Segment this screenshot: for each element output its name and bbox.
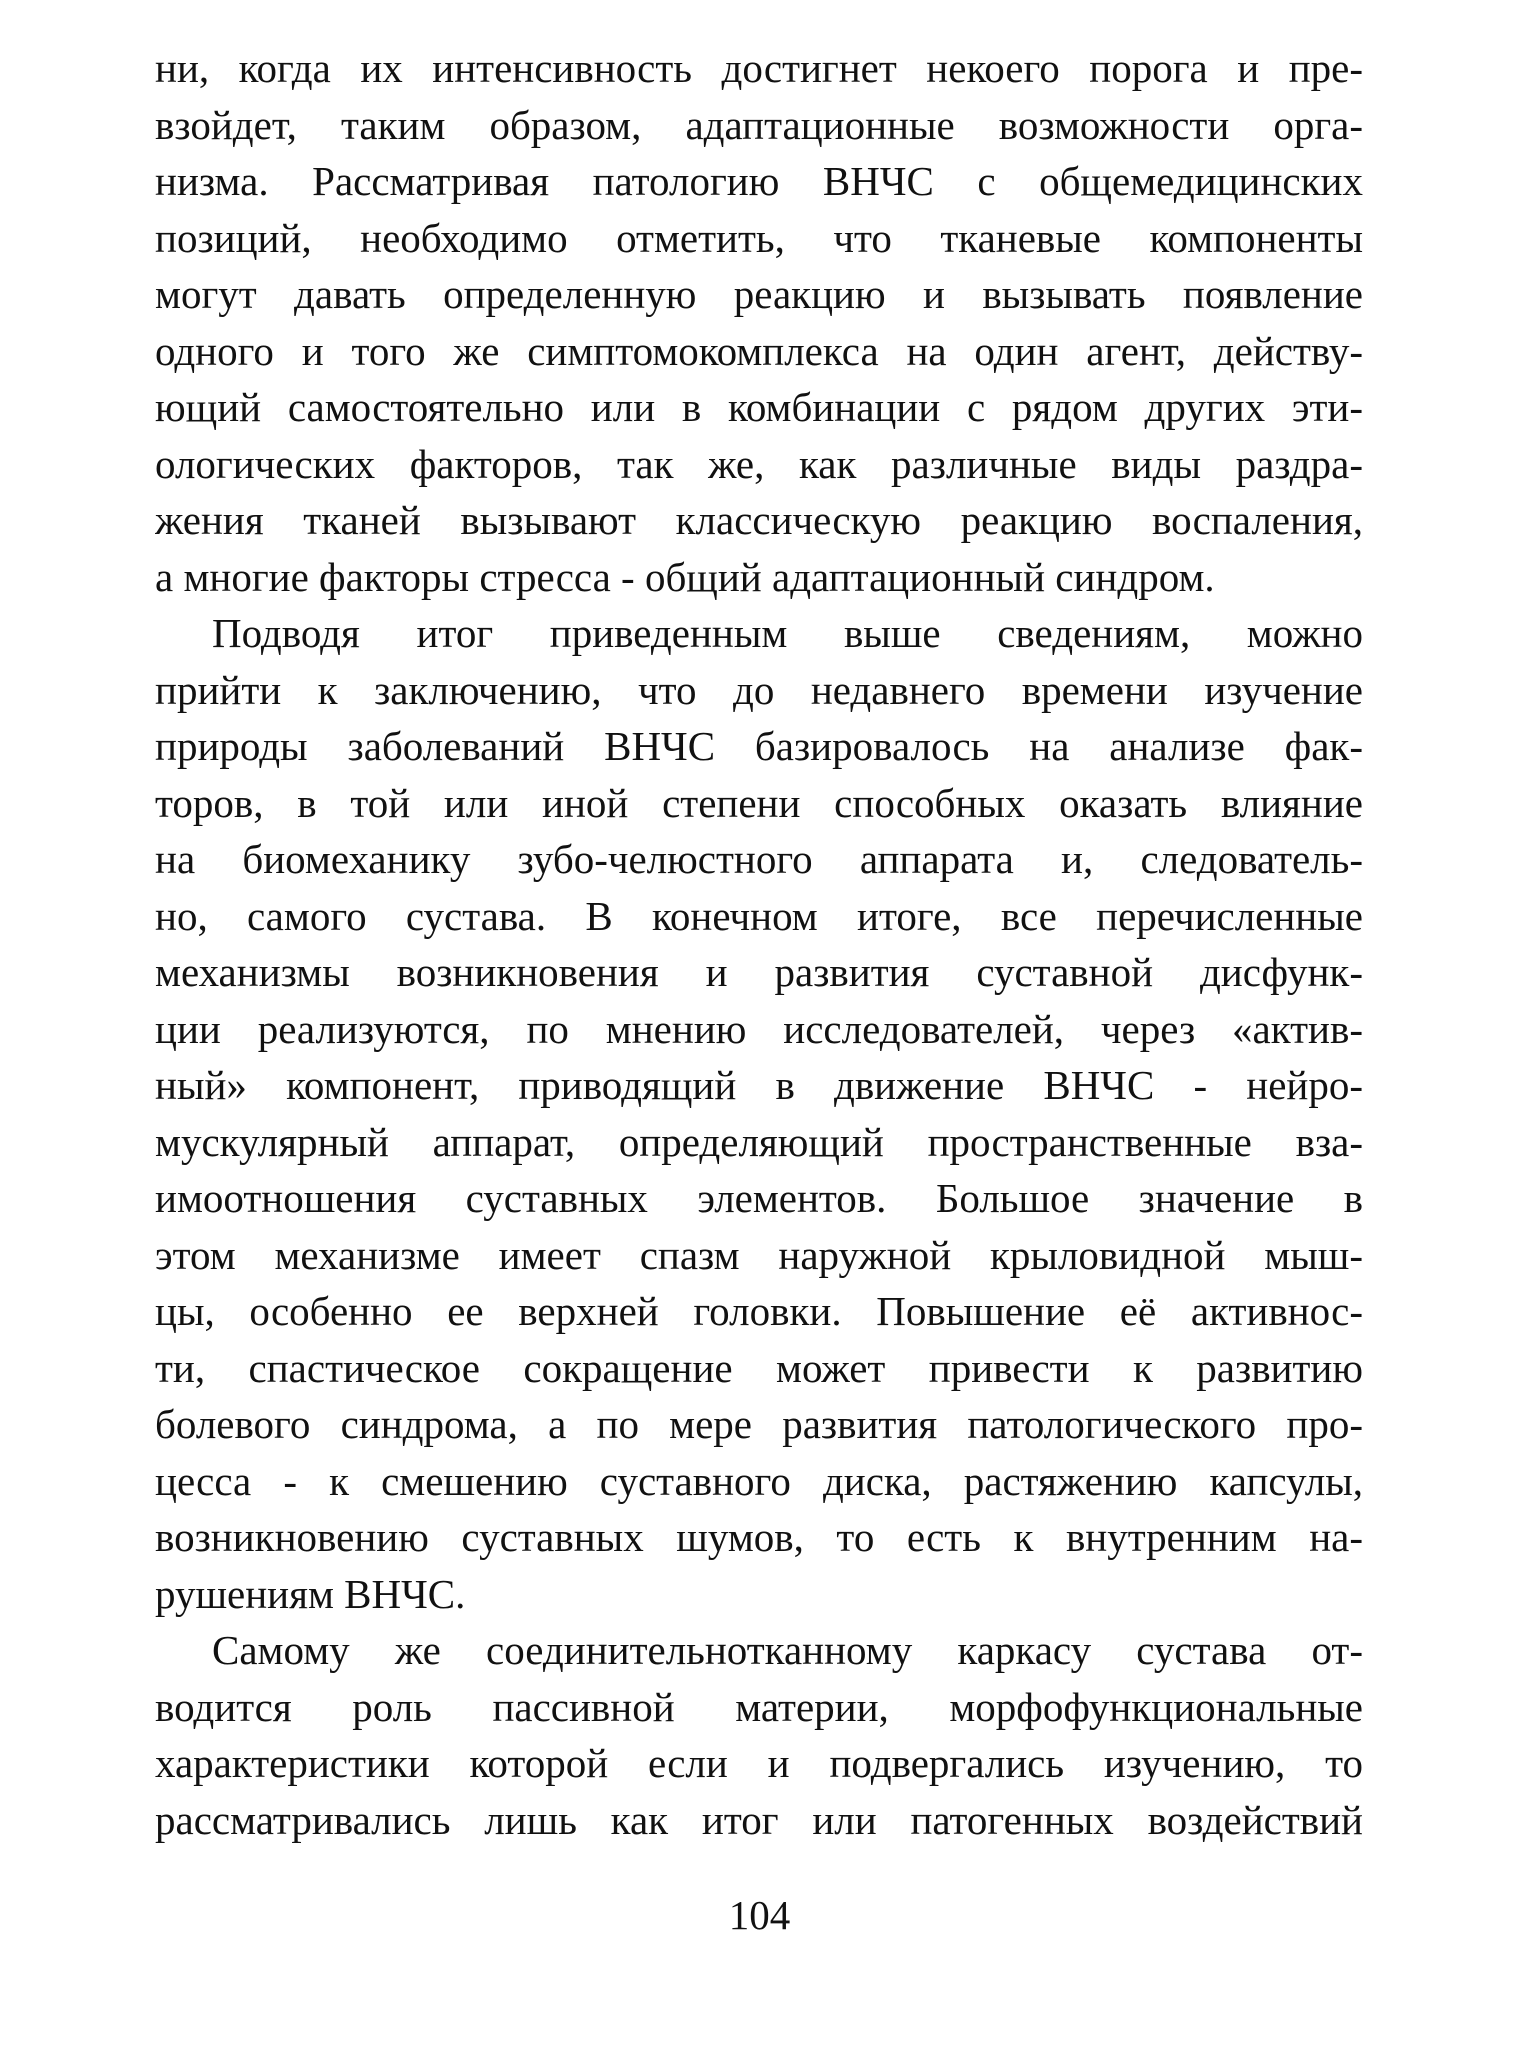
text-line: ни, когда их интенсивность достигнет некоего порога и пре-	[155, 45, 1363, 91]
text-line: торов, в той или иной степени способных оказать влияние	[155, 779, 1363, 826]
text-line: рассматривались лишь как итог или патогенных воздействий	[155, 1796, 1363, 1843]
text-line: ющий самостоятельно или в комбинации с рядом других эти-	[155, 384, 1363, 430]
text-line: этом механизме имеет спазм наружной крыловидной мыш-	[155, 1231, 1363, 1278]
text-line: могут давать определенную реакцию и вызывать появление	[155, 271, 1363, 317]
text-line: природы заболеваний ВНЧС базировалось на анализе фак-	[155, 723, 1363, 769]
text-line: водится роль пассивной материи, морфофункциональные	[155, 1683, 1363, 1730]
text-line: прийти к заключению, что до недавнего времени изучение	[155, 666, 1363, 713]
text-line: одного и того же симптомокомплекса на один агент, действу-	[155, 327, 1363, 374]
text-line: но, самого сустава. В конечном итоге, все перечисленные	[155, 892, 1363, 939]
paragraph-1	[155, 40, 1363, 605]
text-line: Подводя итог приведенным выше сведениям, можно	[212, 610, 1363, 656]
text-line: ции реализуются, по мнению исследователей, через «актив-	[155, 1005, 1363, 1052]
text-line: мускулярный аппарат, определяющий пространственные вза-	[155, 1118, 1363, 1165]
text-line: механизмы возникновения и развития суставной дисфунк-	[155, 949, 1363, 995]
text-line: рушениям ВНЧС.	[155, 1570, 466, 1617]
paragraph-3	[155, 1622, 1363, 1848]
text-line: на биомеханику зубо-челюстного аппарата и, следователь-	[155, 836, 1363, 882]
paragraph-2	[155, 605, 1363, 1622]
text-line: а многие факторы стресса - общий адаптационный синдром.	[155, 553, 1215, 600]
text-line: ный» компонент, приводящий в движение ВНЧС - нейро-	[155, 1062, 1363, 1108]
body-text	[155, 40, 1363, 1848]
text-line: низма. Рассматривая патологию ВНЧС с общемедицинских	[155, 158, 1363, 204]
text-line: болевого синдрома, а по мере развития патологического про-	[155, 1401, 1363, 1447]
text-line: возникновению суставных шумов, то есть к внутренним на-	[155, 1514, 1363, 1560]
text-line: Самому же соединительнотканному каркасу сустава от-	[212, 1627, 1363, 1673]
text-line: цы, особенно ее верхней головки. Повышение её активнос-	[155, 1288, 1363, 1334]
text-line: ти, спастическое сокращение может привести к развитию	[155, 1344, 1363, 1391]
text-line: имоотношения суставных элементов. Большое значение в	[155, 1175, 1363, 1221]
page-number: 104	[728, 1892, 791, 1938]
text-line: ологических факторов, так же, как различные виды раздра-	[155, 440, 1363, 487]
text-line: взойдет, таким образом, адаптационные возможности орга-	[155, 101, 1363, 148]
text-line: характеристики которой если и подвергались изучению, то	[155, 1740, 1363, 1786]
text-line: жения тканей вызывают классическую реакцию воспаления,	[155, 497, 1363, 543]
text-line: цесса - к смешению суставного диска, растяжению капсулы,	[155, 1457, 1363, 1504]
text-line: позиций, необходимо отметить, что тканевые компоненты	[155, 214, 1363, 261]
